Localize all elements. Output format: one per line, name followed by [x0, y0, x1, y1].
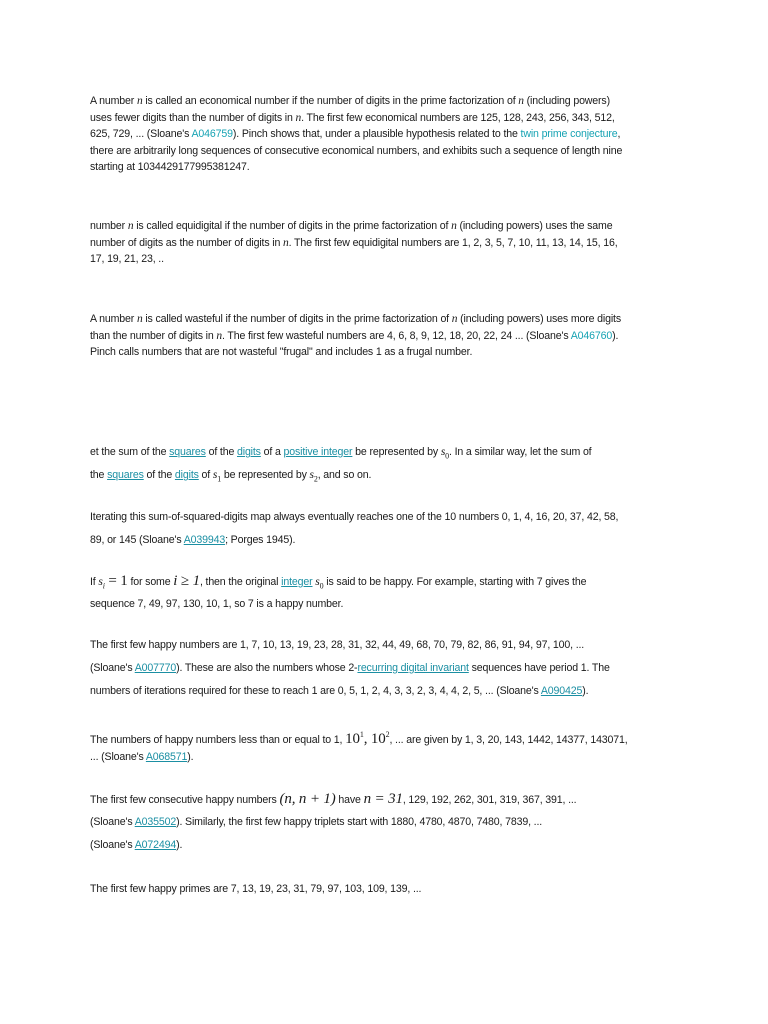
text: ,: [617, 128, 621, 140]
text: be represented by: [352, 446, 441, 458]
text: The first few consecutive happy numbers: [90, 794, 280, 806]
math-n-equals-31: n = 31: [363, 791, 403, 807]
math-n: n: [451, 313, 458, 325]
link-twin-prime-conjecture[interactable]: twin prime conjecture: [520, 128, 618, 140]
math-n: n: [216, 329, 222, 342]
text: (including powers) uses more digits: [457, 313, 621, 325]
line: [90, 529, 690, 552]
text: The numbers of happy numbers less than or equal to 1,: [90, 734, 346, 746]
math-si-eq-1: $s_i = 1$: [98, 573, 128, 591]
link-integer[interactable]: integer: [281, 576, 313, 588]
line: [90, 570, 690, 593]
text: ). Similarly, the first few happy triplets start with 1880, 4780, 4870, 7480, 7839, ...: [176, 816, 543, 828]
line: sequence 7, 49, 97, 130, 10, 1, so 7 is a happy number.: [90, 598, 344, 610]
link-recurring-digital-invariant[interactable]: recurring digital invariant: [357, 662, 469, 674]
text: . The first few equidigital numbers are 1, 2, 3, 5, 7, 10, 11, 13, 14, 15, 16,: [288, 236, 618, 249]
line: [90, 311, 690, 328]
math-n: n: [283, 236, 289, 249]
line: [90, 464, 690, 487]
text: number of digits as the number of digits in: [90, 236, 284, 249]
line: [90, 218, 690, 235]
text: ).: [612, 329, 619, 342]
text: ). These are also the numbers whose 2-: [176, 662, 358, 674]
paragraph-happy-list: [90, 634, 690, 703]
link-squares[interactable]: squares: [107, 469, 144, 481]
paragraph-consecutive-happy: [90, 788, 690, 857]
text: of: [198, 469, 213, 481]
text: ). Pinch shows that, under a plausible hypothesis related to the: [232, 128, 521, 140]
text: A number: [90, 313, 137, 325]
math-n: n: [127, 220, 134, 232]
line: [90, 235, 690, 252]
link-digits[interactable]: digits: [174, 469, 199, 481]
paragraph-happy-counts: [90, 723, 690, 769]
line: there are arbitrarily long sequences of consecutive economical numbers, and exhibits such a sequence of length nine: [90, 144, 623, 157]
math-n: n: [136, 95, 143, 107]
line: [90, 834, 690, 857]
text: , ... are given by 1, 3, 20, 143, 1442, 14377, 143071,: [389, 734, 628, 746]
math-n: n: [451, 220, 457, 232]
text: (including powers): [523, 95, 610, 107]
line: Pinch calls numbers that are not wasteful "frugal" and includes 1 as a frugal number.: [90, 346, 473, 358]
paragraph-wasteful: [90, 311, 690, 361]
link-positive-integer[interactable]: positive integer: [283, 446, 353, 458]
line: The first few happy numbers are 1, 7, 10, 13, 19, 23, 28, 31, 32, 44, 49, 68, 70, 79, 82, 86, 91, 94, 97, 100, ...: [90, 639, 585, 651]
text: ... (Sloane's: [90, 751, 146, 763]
text: for some: [127, 576, 174, 588]
text: ).: [582, 685, 589, 697]
link-a007770[interactable]: A007770: [134, 662, 177, 674]
math-n: n: [136, 313, 143, 325]
line: [90, 811, 690, 834]
line: [90, 441, 690, 464]
text: (Sloane's: [90, 816, 135, 828]
line: [90, 126, 690, 143]
line: Iterating this sum-of-squared-digits map always eventually reaches one of the 10 numbers 0, 1, 4, 16, 20, 37, 42, 58,: [90, 511, 619, 523]
link-a090425[interactable]: A090425: [540, 685, 583, 697]
math-pair: (n, n + 1): [279, 791, 336, 807]
math-s0: $s_0$: [440, 446, 449, 461]
line: [90, 328, 690, 345]
link-digits[interactable]: digits: [237, 446, 261, 458]
text: A number: [90, 95, 137, 107]
text: number: [90, 220, 128, 232]
text: 625, 729, ... (Sloane's: [90, 128, 192, 140]
paragraph-happy-primes: [90, 878, 690, 901]
text: sequences have period 1. The: [468, 662, 610, 674]
text: 89, or 145 (Sloane's: [90, 534, 184, 546]
math-powers-of-ten: $10^1$, $10^2$: [345, 730, 390, 747]
text: is called equidigital if the number of digits in the prime factorization of: [133, 220, 452, 232]
text: , then the original: [199, 576, 282, 588]
link-a035502[interactable]: A035502: [134, 816, 177, 828]
link-a039943[interactable]: A039943: [183, 534, 226, 546]
line: The first few happy primes are 7, 13, 19, 23, 31, 79, 97, 103, 109, 139, ...: [90, 883, 422, 895]
paragraph-iteration: [90, 506, 690, 552]
text: be represented by: [221, 469, 310, 481]
math-s2: $s_2$: [309, 469, 318, 484]
text: of the: [205, 446, 237, 458]
text: . The first few economical numbers are 125, 128, 243, 256, 343, 512,: [301, 111, 615, 124]
text: , and so on.: [317, 469, 372, 481]
text: is called wasteful if the number of digits in the prime factorization of: [142, 313, 452, 325]
line: [90, 746, 690, 769]
text: is said to be happy. For example, starting with 7 gives the: [323, 576, 587, 588]
link-a046760[interactable]: A046760: [570, 329, 613, 342]
text: have: [335, 794, 364, 806]
text: is called an economical number if the number of digits in the prime factorization of: [142, 95, 519, 107]
link-squares[interactable]: squares: [169, 446, 206, 458]
line: starting at 1034429177995381247.: [90, 161, 250, 173]
line: [90, 723, 690, 746]
line: 17, 19, 21, 23, ..: [90, 253, 164, 265]
text: . The first few wasteful numbers are 4, 6, 8, 9, 12, 18, 20, 22, 24 ... (Sloane's: [222, 329, 571, 342]
paragraph-happy-definition: [90, 570, 690, 616]
paragraph-sum-of-squares: [90, 441, 690, 487]
link-a072494[interactable]: A072494: [134, 839, 177, 851]
text: If: [90, 576, 99, 588]
link-a046759[interactable]: A046759: [191, 128, 233, 140]
math-s0: $s_0$: [315, 576, 324, 591]
text: ).: [187, 751, 194, 763]
line: [90, 788, 690, 811]
text: the: [90, 469, 108, 481]
paragraph-equidigital: [90, 218, 690, 268]
text: (Sloane's: [90, 662, 135, 674]
text: . In a similar way, let the sum of: [449, 446, 592, 458]
line: [90, 110, 690, 127]
math-n: n: [295, 111, 302, 124]
paragraph-economical: [90, 93, 690, 176]
link-a068571[interactable]: A068571: [145, 751, 188, 763]
math-n: n: [518, 95, 524, 107]
line: [90, 680, 690, 703]
text: of a: [260, 446, 284, 458]
text: of the: [143, 469, 175, 481]
text: numbers of iterations required for these to reach 1 are 0, 5, 1, 2, 4, 3, 3, 2, 3, 4, 4, 2, 5, ... (Sloane's: [90, 685, 541, 697]
math-s1: $s_1$: [212, 469, 222, 484]
text: uses fewer digits than the number of digits in: [90, 111, 296, 124]
math-i-ge-1: i ≥ 1: [173, 573, 200, 589]
text: et the sum of the: [90, 446, 170, 458]
line: [90, 93, 690, 110]
text: ; Porges 1945).: [225, 534, 296, 546]
text: , 129, 192, 262, 301, 319, 367, 391, ...: [402, 794, 577, 806]
line: [90, 657, 690, 680]
text: (Sloane's: [90, 839, 135, 851]
text: than the number of digits in: [90, 329, 217, 342]
text: ).: [176, 839, 183, 851]
text: (including powers) uses the same: [456, 220, 613, 232]
